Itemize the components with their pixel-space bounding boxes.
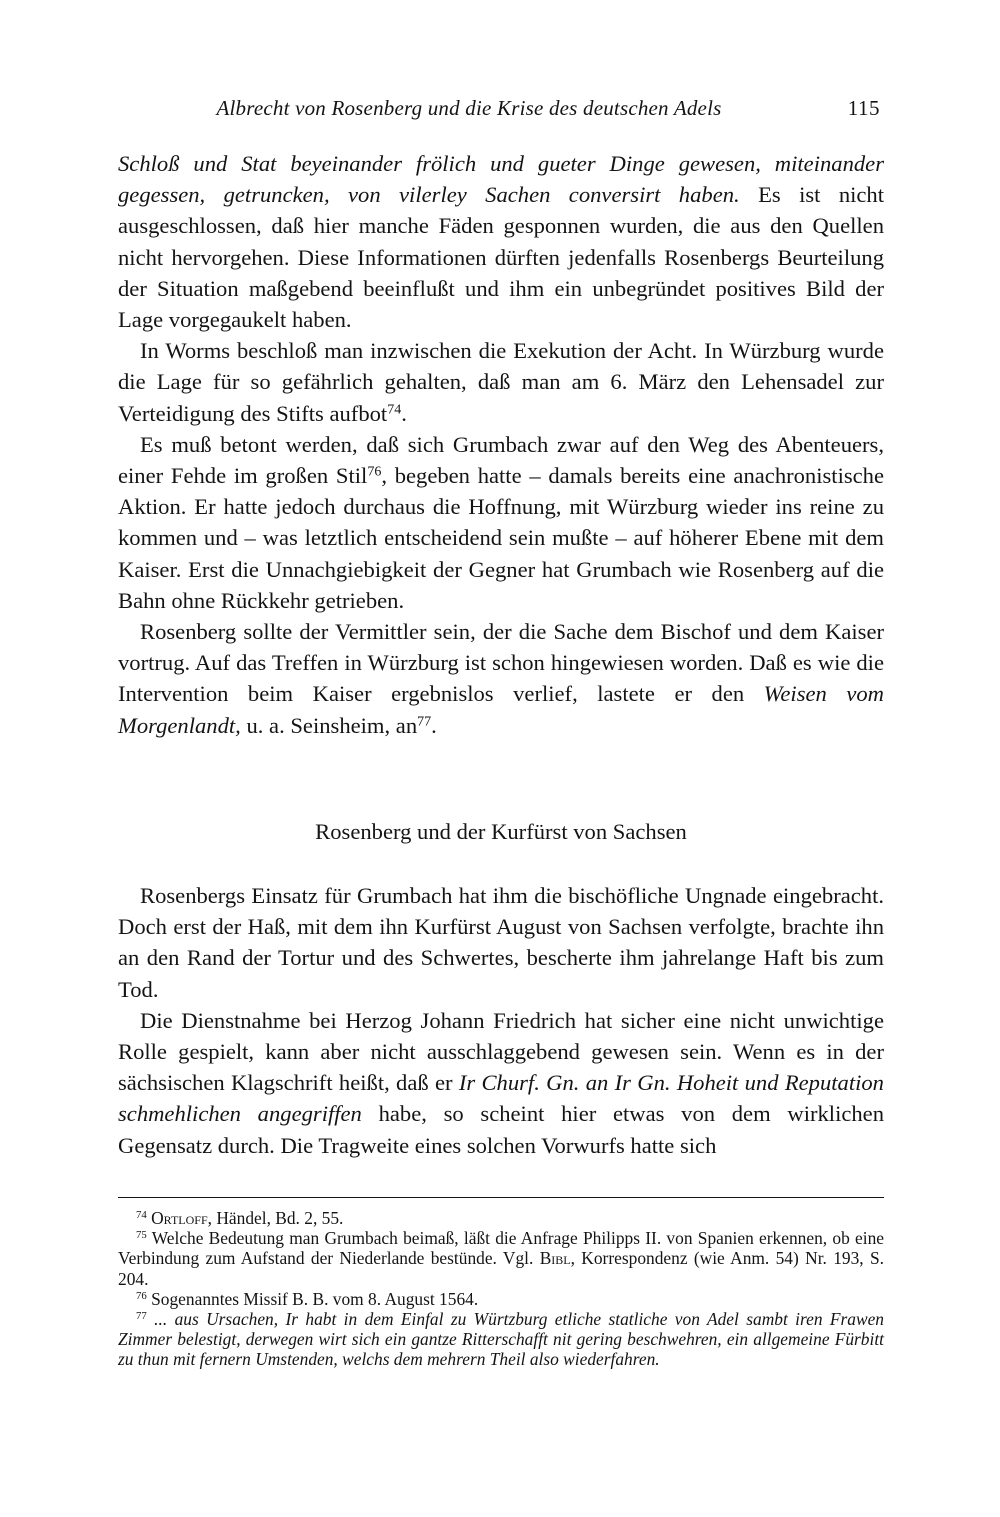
footnote-ref-74[interactable]: 74 (387, 401, 402, 417)
footnote-italic-quote: ... aus Ursachen, Ir habt in dem Einfal zu Würtzburg etliche statliche von Adel sambt iren Frawen Zimmer belestigt, derwegen wirt sich ein gantze Ritterschafft nit gering beschwehren, ein allgemeine Fürbitt zu thun mit fernern Umstenden, welchs dem mehrern Theil also wiederfahren. (118, 1309, 884, 1370)
paragraph-text: Es ist nicht ausgeschlossen, daß hier manche Fäden gesponnen wurden, die aus den Quellen nicht hervorgehen. Diese Informationen dürften jedenfalls Rosenbergs Beurteilung der Situation maßgebend beeinflußt und ihm ein unbegründet positives Bild der Lage vorgegaukelt haben. (118, 182, 884, 333)
running-title: Albrecht von Rosenberg und die Krise des deutschen Adels (216, 96, 722, 120)
quotation-italic: Schloß und Stat beyeinander frölich und gueter Dinge gewesen, miteinander gegessen, getruncken, von vilerley Sachen conversirt haben. (118, 151, 884, 208)
quotation-italic: Weisen vom Morgenlandt, (118, 681, 884, 738)
footnote-number: 75 (136, 1229, 147, 1242)
footnote-ref-76[interactable]: 76 (367, 464, 382, 480)
footnote-77 (118, 1309, 884, 1370)
running-head (118, 96, 880, 130)
body-text-section-1 (118, 148, 884, 741)
footnote-text: Sogenanntes Missif B. B. vom 8. August 1564. (151, 1288, 479, 1309)
footnote-ref-77[interactable]: 77 (417, 713, 432, 729)
footnote-76 (118, 1289, 884, 1309)
paragraph-text: Rosenbergs Einsatz für Grumbach hat ihm die bischöfliche Ungnade eingebracht. Doch erst der Haß, mit dem ihn Kurfürst August von Sachsen verfolgte, brachte ihn an den Rand der Tortur und des Schwertes, bescherte ihm jahrelange Haft bis zum Tod. (118, 883, 884, 1002)
footnote-text: Welche Bedeutung man Grumbach beimaß, läßt die Anfrage Philipps II. von Spanien erkennen, ob eine Verbindung zum Aufstand der Niederlande bestünde. Vgl. (118, 1228, 884, 1269)
paragraph-text: Rosenberg sollte der Vermittler sein, der die Sache dem Bischof und dem Kaiser vortrug. Auf das Treffen in Würzburg ist schon hingewiesen worden. Daß es wie die Intervention beim Kaiser ergebnislos verlief, lastete er den (118, 619, 884, 707)
paragraph-3 (118, 429, 884, 616)
paragraph-text: Es muß betont werden, daß sich Grumbach zwar auf den Weg des Abenteuers, einer Fehde im großen Stil (118, 431, 884, 489)
paragraph-text: u. a. Seinsheim, an (240, 712, 418, 738)
paragraph-1 (118, 148, 884, 335)
footnote-75 (118, 1228, 884, 1289)
paragraph-text: . (401, 400, 407, 426)
quotation-italic: Ir Churf. Gn. an Ir Gn. Hoheit und Reputation schmehlichen angegriffen (118, 1070, 884, 1127)
footnote-author: Ortloff (151, 1208, 208, 1228)
footnotes (118, 1208, 884, 1370)
page-number: 115 (847, 96, 880, 120)
footnote-text: , Händel, Bd. 2, 55. (207, 1208, 344, 1228)
paragraph-text: . (431, 712, 437, 738)
paragraph-4 (118, 616, 884, 741)
paragraph-text: In Worms beschloß man inzwischen die Exekution der Acht. In Würzburg wurde die Lage für so gefährlich gehalten, daß man am 6. März den Lehensadel zur Verteidigung des Stifts aufbot (118, 338, 884, 426)
paragraph-2 (118, 335, 884, 429)
footnote-number: 74 (136, 1209, 147, 1222)
body-text-section-2 (118, 880, 884, 1161)
footnote-number: 77 (136, 1310, 147, 1323)
section-heading: Rosenberg und der Kurfürst von Sachsen (315, 819, 687, 844)
paragraph-text: Die Dienstnahme bei Herzog Johann Friedrich hat sicher eine nicht unwichtige Rolle gespielt, kann aber nicht ausschlaggebend gewesen sein. Wenn es in der sächsischen Klagschrift heißt, daß er (118, 1007, 884, 1096)
footnote-number: 76 (136, 1289, 147, 1302)
paragraph-text: habe, so scheint hier etwas von dem wirklichen Gegensatz durch. Die Tragweite eines solchen Vorwurfs hatte sich (118, 1101, 884, 1158)
paragraph-text: , begeben hatte – damals bereits eine anachronistische Aktion. Er hatte jedoch durchaus die Hoffnung, mit Würzburg wieder ins reine zu kommen und – was letztlich entscheidend sein mußte – auf höherer Ebene mit dem Kaiser. Erst die Unnachgiebigkeit der Gegner hat Grumbach wie Rosenberg auf die Bahn ohne Rückkehr getrieben. (118, 463, 885, 613)
footnote-divider (118, 1197, 884, 1198)
paragraph-6 (118, 1005, 884, 1161)
footnote-74 (118, 1208, 884, 1228)
footnote-text: , Korrespondenz (wie Anm. 54) Nr. 193, S. 204. (118, 1248, 884, 1289)
footnote-author: Bibl (539, 1248, 571, 1269)
paragraph-5 (118, 880, 884, 1005)
